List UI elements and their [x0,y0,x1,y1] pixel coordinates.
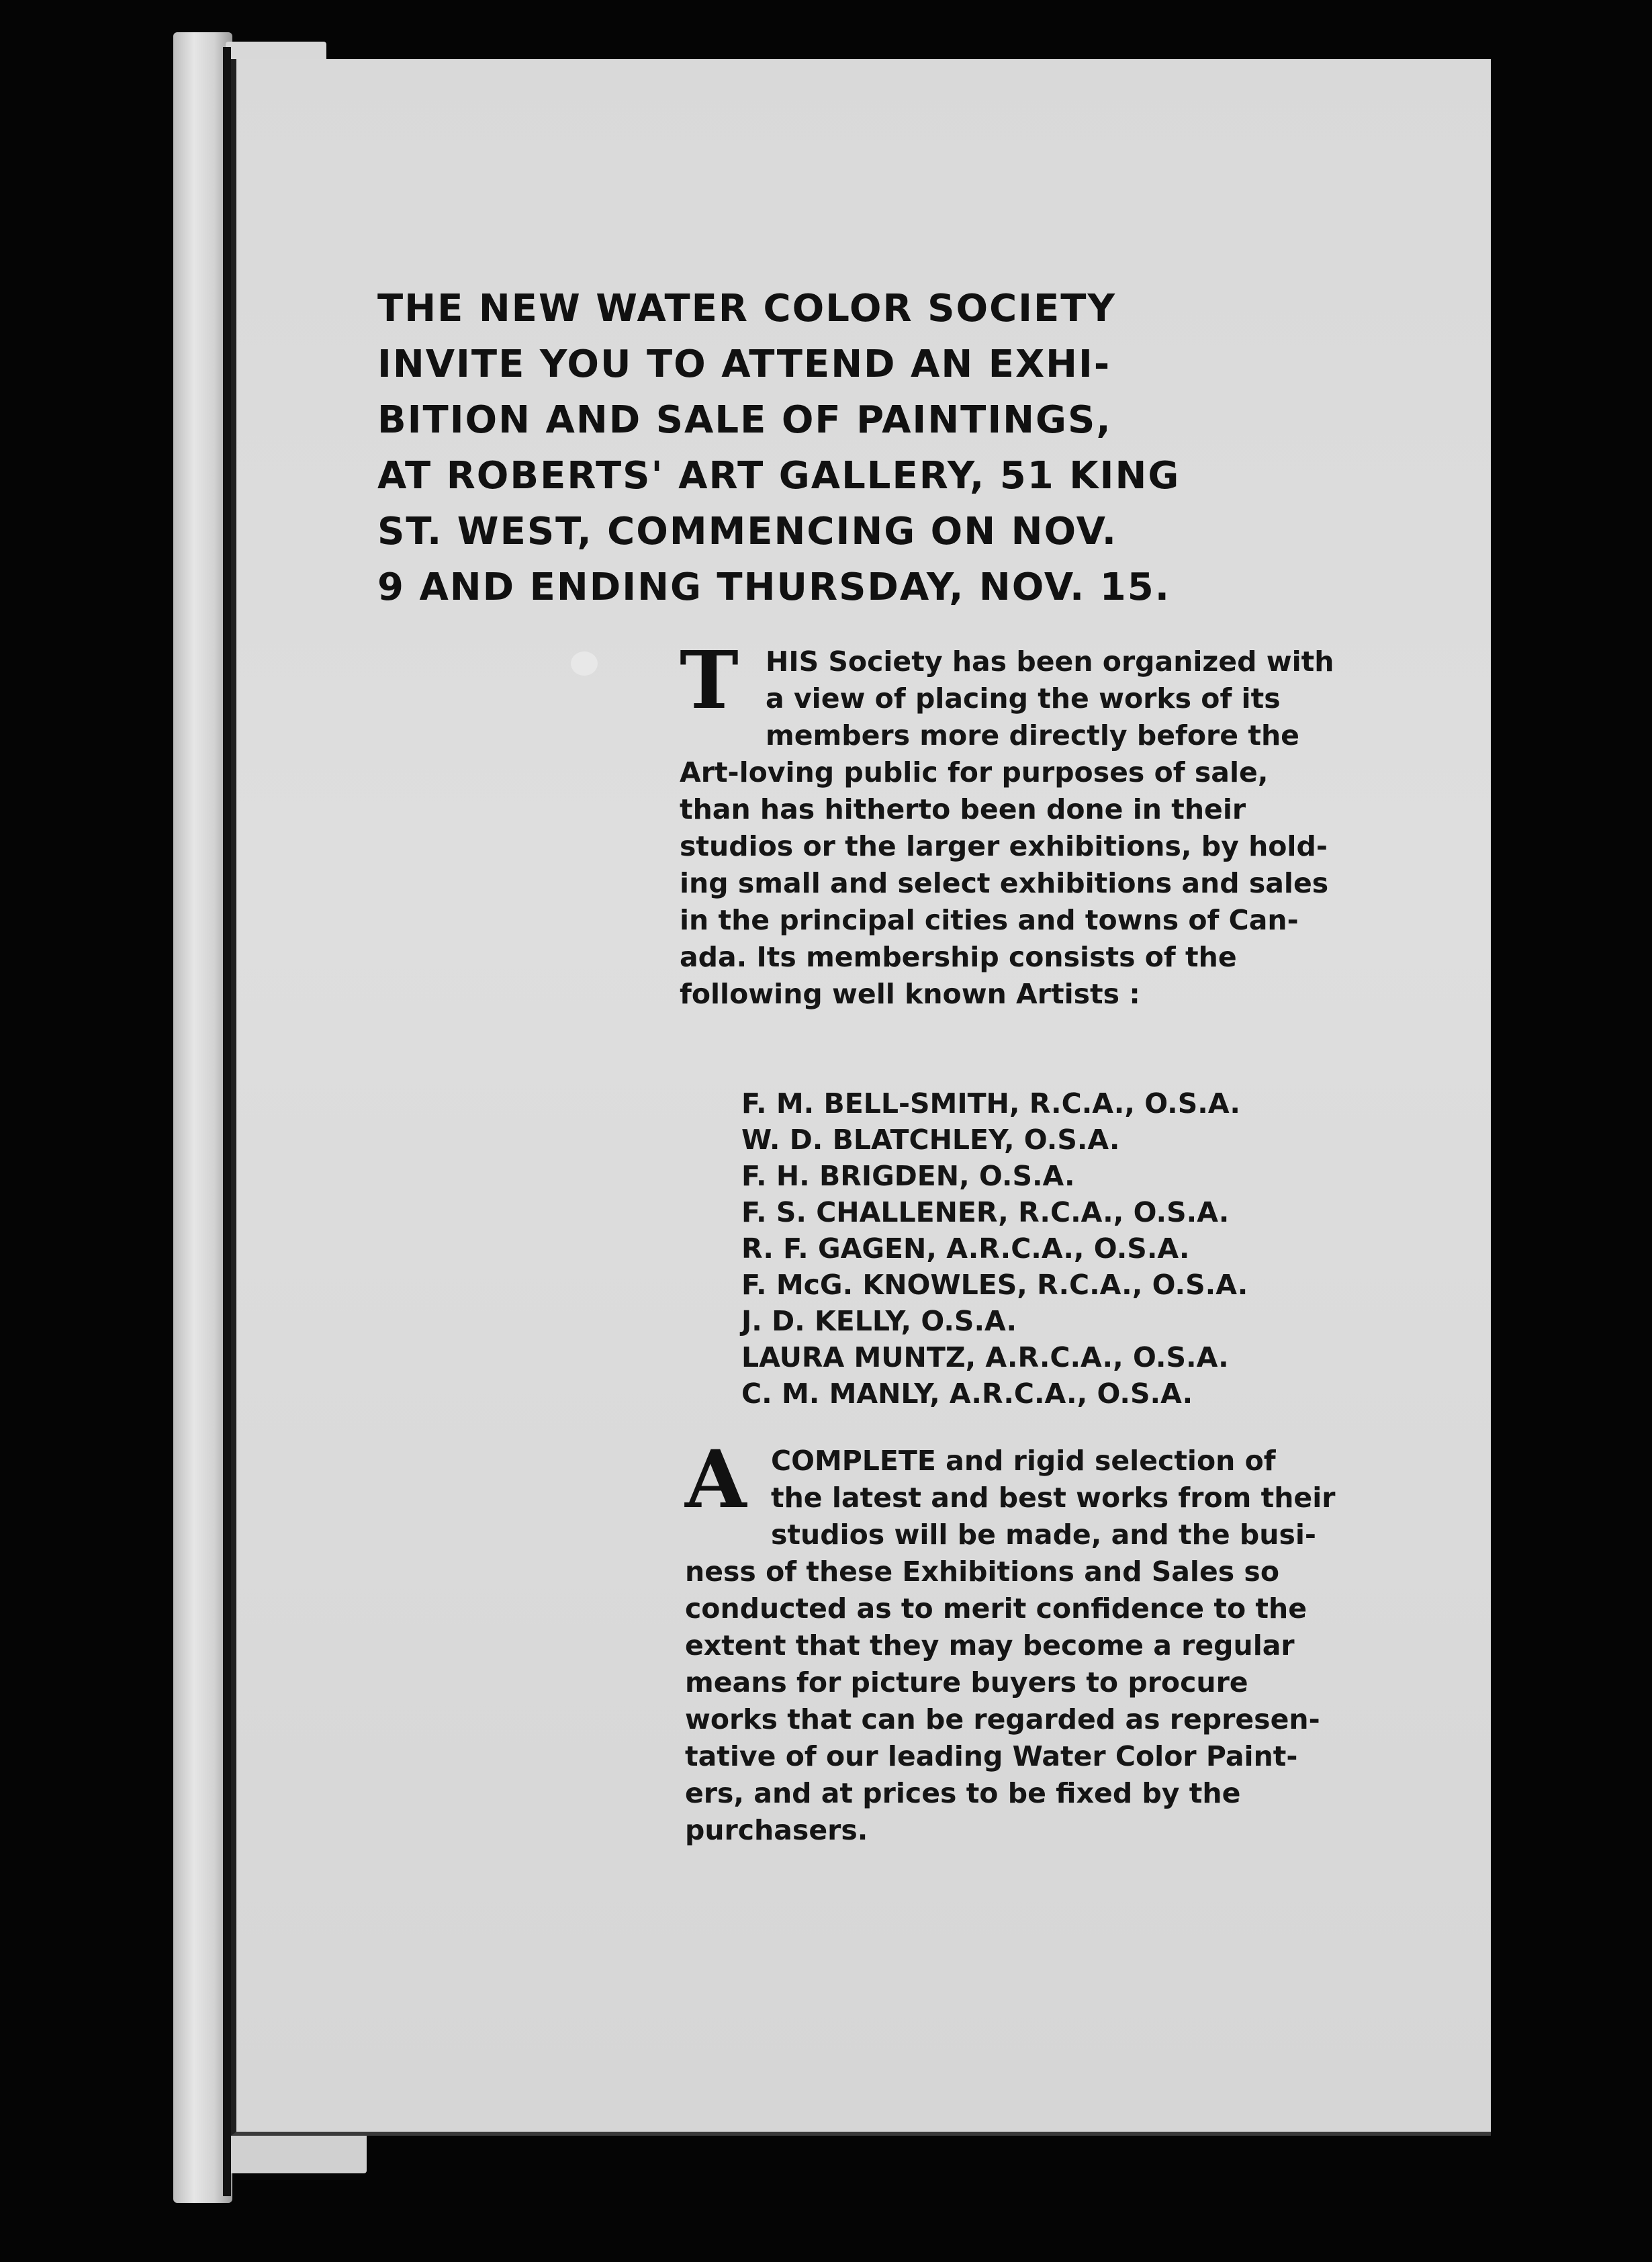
intro-paragraph [680,633,1405,1013]
intro-line: a view of placing the works of its [766,682,1281,715]
artist-entry: R. F. GAGEN, A.R.C.A., O.S.A. [741,1232,1190,1265]
closing-paragraph [685,1433,1410,1849]
artist-entry: F. H. BRIGDEN, O.S.A. [741,1160,1075,1192]
intro-line: Art-loving public for purposes of sale, [680,756,1269,788]
artist-entry: F. S. CHALLENER, R.C.A., O.S.A. [741,1196,1230,1228]
intro-line: ing small and select exhibitions and sales [680,867,1329,899]
closing-line: the latest and best works from their [771,1482,1336,1514]
heading-line: 9 AND ENDING THURSDAY, NOV. 15. [377,566,1171,609]
artist-entry: F. M. BELL-SMITH, R.C.A., O.S.A. [741,1087,1240,1120]
heading-line: BITION AND SALE OF PAINTINGS, [377,398,1112,442]
closing-line: extent that they may become a regular [685,1629,1295,1662]
closing-line: works that can be regarded as represen- [685,1703,1320,1735]
intro-line: following well known Artists : [680,978,1140,1010]
heading-line: ST. WEST, COMMENCING ON NOV. [377,510,1118,553]
closing-line: ers, and at prices to be fixed by the [685,1777,1241,1809]
heading-line: AT ROBERTS' ART GALLERY, 51 KING [377,454,1181,498]
intro-line: studios or the larger exhibitions, by hold- [680,830,1328,862]
artist-entry: W. D. BLATCHLEY, O.S.A. [741,1124,1120,1156]
closing-line: means for picture buyers to procure [685,1666,1248,1699]
heading-line: THE NEW WATER COLOR SOCIETY [377,287,1117,330]
invitation-heading [377,281,1331,615]
closing-line: tative of our leading Water Color Paint- [685,1740,1298,1772]
intro-line: than has hitherto been done in their [680,793,1246,825]
artist-entry: F. McG. KNOWLES, R.C.A., O.S.A. [741,1269,1248,1301]
heading-line: INVITE YOU TO ATTEND AN EXHI- [377,343,1111,386]
intro-dropcap: T [680,633,739,727]
artist-list [741,1085,1346,1412]
intro-line: HIS Society has been organized with [766,645,1334,678]
artist-entry: C. M. MANLY, A.R.C.A., O.S.A. [741,1377,1193,1410]
closing-line: studios will be made, and the busi- [771,1519,1316,1551]
closing-line: COMPLETE and rigid selection of [771,1445,1276,1477]
intro-line: members more directly before the [766,719,1299,752]
intro-line: ada. Its membership consists of the [680,941,1237,973]
document-page [231,59,1491,2136]
artist-entry: LAURA MUNTZ, A.R.C.A., O.S.A. [741,1341,1229,1373]
paper-speck [571,651,598,676]
closing-line: purchasers. [685,1814,868,1846]
spine-edge [223,47,231,2196]
closing-line: conducted as to merit confidence to the [685,1592,1307,1625]
closing-line: ness of these Exhibitions and Sales so [685,1555,1280,1588]
closing-dropcap: A [685,1433,747,1526]
intro-line: in the principal cities and towns of Can- [680,904,1299,936]
artist-entry: J. D. KELLY, O.S.A. [741,1305,1017,1337]
